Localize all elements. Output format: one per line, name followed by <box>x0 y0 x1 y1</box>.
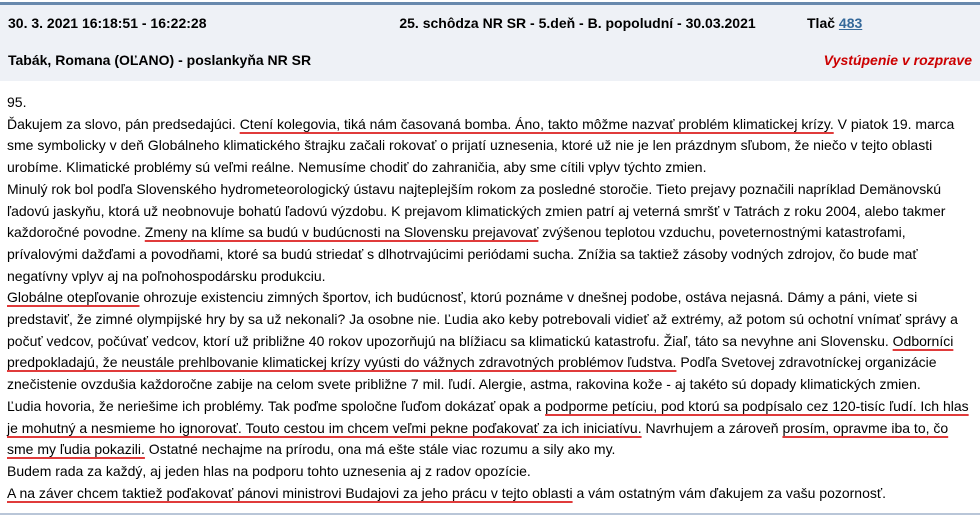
highlighted-text: podporme petíciu, pod ktorú sa podpísalo cez 120-tisíc ľudí. Ich hlas je mohutný a nesmieme ho ignorovať. Touto cestou im chcem veľmi pekne poďakovať za ich iniciatívu. <box>7 397 969 436</box>
highlighted-text: A na záver chcem taktiež poďakovať pánovi ministrovi Budajovi za jeho prácu v tejto oblasti <box>7 484 573 501</box>
speech-text: ohrozuje existenciu zimných športov, ich budúcnosť, ktorú poznáme v dnešnej podobe, ostáva nejasná. Dámy a páni, viete si predstaviť, že zimné olympijské hry by sa už nekonali? Ja osobne nie. Ľudia ako keby potrebovali vidieť až extrémy, až potom sú ochotní vnímať správy a počuť vedcov, počúvať vedcov, ktorí už približne 40 rokov upozorňujú na blížiacu sa klimatickú katastrofu. Žiaľ, táto sa nevyhne ani Slovensku. <box>7 289 958 349</box>
highlighted-text: Globálne otepľovanie <box>7 289 140 306</box>
speaker-name: Tabák, Romana (OĽANO) - poslankyňa NR SR <box>8 52 312 68</box>
speech-text: Ostatné nechajme na prírodu, ona má ešte stále viac rozumu a sily ako my. <box>144 441 616 458</box>
highlighted-text: Odborníci predpokladajú, že neustále prehlbovanie klimatickej krízy vyústi do vážnych zdravotných problémov ľudstva. <box>7 332 954 371</box>
speech-text: Budem rada za každý, aj jeden hlas na podporu tohto uznesenia aj z radov opozície. <box>7 462 531 479</box>
speech-text: Podľa Svetovej zdravotníckej organizácie znečistenie ovzdušia každoročne zabije na celom svete približne 7 mil. ľudí. Alergie, astma, rakovina kože - aj takéto sú dopady klimatických zmien. <box>7 354 937 393</box>
highlighted-text: Zmeny na klíme sa budú v budúcnosti na Slovensku prejavovať <box>144 224 539 241</box>
highlighted-text: prosím, opravme iba to, čo sme my ľudia pokazili. <box>7 419 949 458</box>
speech-text: Ďakujem za slovo, pán predsedajúci. <box>7 115 240 132</box>
print-label: Tlač <box>807 15 836 31</box>
header-row-meta <box>8 15 972 31</box>
transcript-header <box>0 5 980 81</box>
header-row-speaker <box>8 52 972 68</box>
speech-text: Navrhujem a zároveň <box>641 419 783 436</box>
print-number-link[interactable]: 483 <box>838 15 863 31</box>
transcript-paragraph <box>7 114 974 179</box>
speech-text: a vám ostatným vám ďakujem za vašu pozornosť. <box>572 484 887 501</box>
speech-type-link[interactable]: Vystúpenie v rozprave <box>823 52 972 68</box>
speech-text: Ľudia hovoria, že neriešime ich problémy. Tak poďme spoločne ľuďom dokázať opak a <box>7 397 546 414</box>
transcript-paragraph <box>7 179 974 288</box>
speech-time-range: 30. 3. 2021 16:18:51 - 16:22:28 <box>8 15 207 31</box>
transcript-body <box>0 81 980 504</box>
transcript-paragraph <box>7 287 974 396</box>
session-title: 25. schôdza NR SR - 5.deň - B. popoludní - 30.03.2021 <box>399 15 756 31</box>
transcript-paragraph <box>7 483 974 505</box>
transcript-page <box>0 2 980 510</box>
print-reference <box>807 15 972 31</box>
speech-text: Minulý rok bol podľa Slovenského hydrometeorologický ústavu najteplejším rokom za posledné storočie. Tieto prejavy poznačili napríklad Demänovskú ľadovú jaskyňu, ktorá už neobnovuje bohatú ľadovú výzdobu. K prejavom klimatických zmien patrí aj veterná smršť v Tatrách z roku 2004, alebo takmer každoročné povodne. <box>7 180 946 241</box>
transcript-paragraph <box>7 461 974 483</box>
transcript-paragraph <box>7 396 974 461</box>
speech-text: V piatok 19. marca sme symbolicky v deň Globálneho klimatického štrajku začali rokovať o prijatí uznesenia, ktoré už nie je len prázdnym sľubom, že niečo v tejto oblasti urobíme. Klimatické problémy sú veľmi reálne. Nemusíme chodiť do zahraničia, aby sme cítili vplyv týchto zmien. <box>7 115 955 176</box>
transcript-paragraphs <box>7 114 974 505</box>
highlighted-text: Ctení kolegovia, tiká nám časovaná bomba. Áno, takto môžme nazvať problém klimatickej krízy. <box>239 115 834 132</box>
speech-text: zvýšenou teplotou vzduchu, poveternostnými katastrofami, prívalovými dažďami a povodňami, ktoré sa budú striedať s dlhotrvajúcimi periódami sucha. Znížia sa taktiež zásoby vodných zdrojov, čo bude mať negatívny vplyv aj na poľnohospodársku produkciu. <box>7 224 918 284</box>
paragraph-number: 95. <box>7 94 27 110</box>
